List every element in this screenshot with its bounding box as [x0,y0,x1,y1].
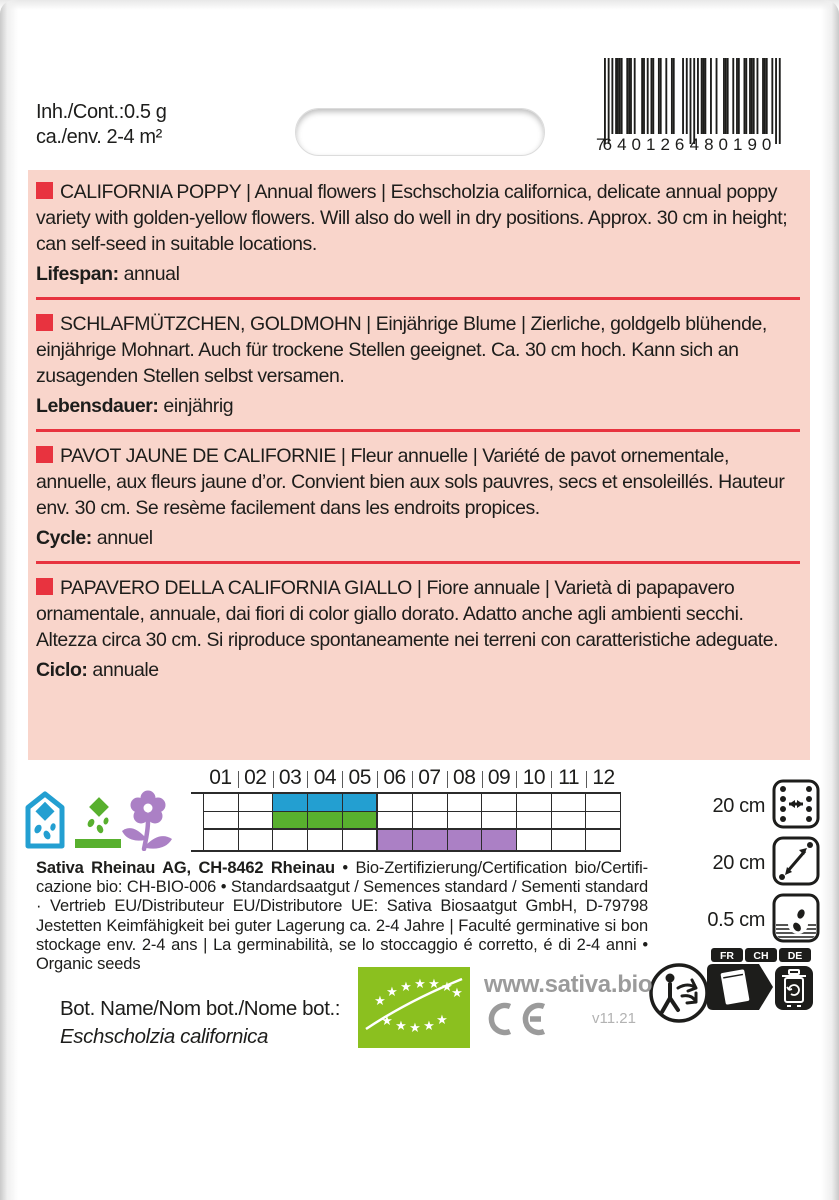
botanical-name-label: Bot. Name/Nom bot./Nome bot.: [60,997,341,1020]
spacing-value: 0.5 cm [707,908,765,931]
section-english [36,179,800,287]
lifespan-label: Lebensdauer: [36,395,159,417]
hang-hole [295,108,545,156]
month-label: 07 [412,766,447,792]
calendar-cell [343,830,379,850]
calendar-cell [203,794,239,811]
lifespan-line [36,525,800,551]
calendar-cell [482,812,517,828]
calendar-cell [552,830,587,850]
lifespan-value: annuale [87,659,159,681]
spacing-item [690,896,820,944]
calendar-cell [378,830,413,850]
calendar-cell [482,794,517,811]
company-name: Sativa Rheinau AG, CH-8462 Rheinau • Bio-Zertifizierung/Certification bio/Certifi- [36,859,648,877]
lifespan-value: einjährig [158,395,234,417]
calendar-cell [203,830,239,850]
barcode-right-digits: 480190 [689,135,777,154]
content-info [36,100,166,150]
section-german [36,311,800,419]
description-panel [28,170,810,760]
red-square-icon [36,182,53,199]
lifespan-label: Lifespan: [36,263,119,285]
svg-text:★: ★ [395,1019,407,1034]
lifespan-line [36,393,800,419]
barcode-bars [590,58,790,158]
company-info [36,859,648,974]
spacing-item [690,782,820,830]
calendar-cell [482,830,517,850]
packet-top-edge [0,0,839,10]
spacing-value: 20 cm [712,794,765,817]
calendar-cell [273,830,308,850]
section-body: | Einjährige Blume | Zierliche, goldgelb blühende, einjährige Mohnart. Auch für trockene Stellen geeignet. Ca. 30 cm hoch. Kann sich an zusagenden Stellen selbst versamen. [36,313,767,387]
spacing-item [690,839,820,887]
calendar-cell [586,830,621,850]
botanical-name: Eschscholzia californica [60,1025,269,1048]
section-body: | Annual flowers | Eschscholzia californica, delicate annual poppy variety with golden-yellow flowers. Will also do well in dry positions. Approx. 30 cm in height; can self-seed in suitable locations. [36,181,788,255]
packet-right-edge [821,0,839,1200]
triman-recycling-icon [648,962,710,1029]
calendar-cell [273,794,308,811]
calendar-cell [239,794,274,811]
calendar-cell [378,794,413,811]
calendar-cell [343,794,379,811]
month-label: 04 [307,766,342,792]
calendar-cell [308,794,343,811]
sowing-under-cover-icon [25,791,65,854]
red-square-icon [36,314,53,331]
section-title: CALIFORNIA POPPY [60,181,242,203]
plant-spacing-icon [772,836,820,891]
svg-text:CH: CH [753,950,769,962]
month-label: 09 [482,766,517,792]
svg-text:★: ★ [381,1014,393,1029]
month-label: 05 [342,766,377,792]
month-label: 03 [273,766,308,792]
calendar-cell [517,830,552,850]
section-divider [36,429,800,432]
calendar-cell [586,812,621,828]
spacing-value: 20 cm [712,851,765,874]
coverage-row: ca./env. 2-4 m² [36,126,162,148]
svg-text:★: ★ [436,1013,448,1028]
section-title: PAVOT JAUNE DE CALIFORNIE [60,445,336,467]
svg-text:★: ★ [441,980,453,995]
sowing-depth-icon [772,893,820,948]
ce-mark-icon [484,1002,550,1041]
lifespan-label: Cycle: [36,527,92,549]
section-body: | Fleur annuelle | Variété de pavot ornementale, annuelle, aux fleurs jaune d’or. Convient bien aux sols pauvres, secs et ensoleillés. Hauteur env. 30 cm. Se resème facilement dans les endroits propices. [36,445,785,519]
calendar-row-flowering [203,830,621,850]
calendar-cell [413,812,448,828]
calendar-cell [448,830,483,850]
svg-text:★: ★ [451,986,463,1001]
month-label: 11 [551,766,586,792]
svg-text:★: ★ [386,985,398,1000]
calendar-month-header [203,765,621,792]
barcode-left-digits: 640126 [602,135,690,154]
calendar-cell [517,794,552,811]
month-label: 02 [238,766,273,792]
month-label: 06 [377,766,412,792]
distribution-text: cazione bio: CH-BIO-006 • Standardsaatgut / Semences standard / Sementi standard · Vertrieb EU/Distributeur EU/Distributore UE: Sativa Biosaatgut GmbH, D-79798 Jestetten Keimfähigkeit bei guter Lagerung ca. 2-4 Jahre | Faculté germinative si bon stockage env. 2-4 ans | La germinabilità, se lo stoccaggio é corretto, é di 2-4 anni • Organic seeds [36,878,648,974]
lifespan-line [36,657,800,683]
svg-text:FR: FR [720,950,734,962]
lifespan-label: Ciclo: [36,659,88,681]
calendar-grid [191,792,621,852]
calendar-cell [308,830,343,850]
month-label: 12 [586,766,621,792]
certification-text: • Bio-Zertifizierung/Certification bio/Certifi- [334,859,648,877]
website-url: www.sativa.bio [484,971,653,998]
svg-text:★: ★ [374,994,386,1009]
month-label: 08 [447,766,482,792]
calendar-cell [308,812,343,828]
content-value: 0.5 g [124,101,167,123]
content-row [36,100,166,125]
country-tabs [711,948,811,962]
eu-organic-logo [358,967,470,1048]
content-label: Inh./Cont.: [36,101,124,123]
svg-text:★: ★ [400,980,412,995]
calendar-cell [517,812,552,828]
calendar-cell [239,830,274,850]
svg-text:★: ★ [414,977,426,992]
spacing-info [690,782,820,953]
svg-text:★: ★ [409,1021,421,1036]
botanical-name-block [60,995,340,1051]
section-divider [36,297,800,300]
barcode-lead-digit: 7 [596,135,606,154]
calendar-cell [448,812,483,828]
calendar-cell [448,794,483,811]
section-french [36,443,800,551]
svg-text:DE: DE [787,950,803,962]
calendar-cell [378,812,413,828]
lifespan-value: annuel [91,527,153,549]
flowering-icon [120,789,174,856]
direct-sowing-icon [75,797,121,854]
svg-text:★: ★ [428,977,440,992]
calendar-cell [413,830,448,850]
lifespan-line [36,261,800,287]
calendar-cell [413,794,448,811]
section-divider [36,561,800,564]
calendar-row-sowing-under-cover [203,794,621,812]
red-square-icon [36,446,53,463]
section-body: | Fiore annuale | Varietà di papapavero ornamentale, annuale, dai fiori di color giallo dorato. Adatto anche agli ambienti secchi. Altezza circa 30 cm. Si riproduce spontaneamente nei terreni con caratteristiche adeguate. [36,577,779,651]
packet-left-edge [0,0,18,1200]
svg-text:★: ★ [423,1019,435,1034]
lifespan-value: annual [118,263,180,285]
sowing-calendar [203,765,621,852]
red-square-icon [36,578,53,595]
calendar-cell [203,812,239,828]
section-title: PAPAVERO DELLA CALIFORNIA GIALLO [60,577,412,599]
calendar-row-direct-sowing [203,812,621,830]
month-label: 10 [516,766,551,792]
calendar-cell [586,794,621,811]
disposal-instructions-icon [703,948,815,1021]
calendar-cell [343,812,379,828]
calendar-cell [273,812,308,828]
row-spacing-icon [772,779,820,834]
barcode [590,58,790,158]
month-label: 01 [209,766,232,789]
section-title: SCHLAFMÜTZCHEN, GOLDMOHN [60,313,362,335]
calendar-cell [239,812,274,828]
version-number: v11.21 [592,1010,636,1027]
section-italian [36,575,800,683]
calendar-cell [552,812,587,828]
calendar-cell [552,794,587,811]
